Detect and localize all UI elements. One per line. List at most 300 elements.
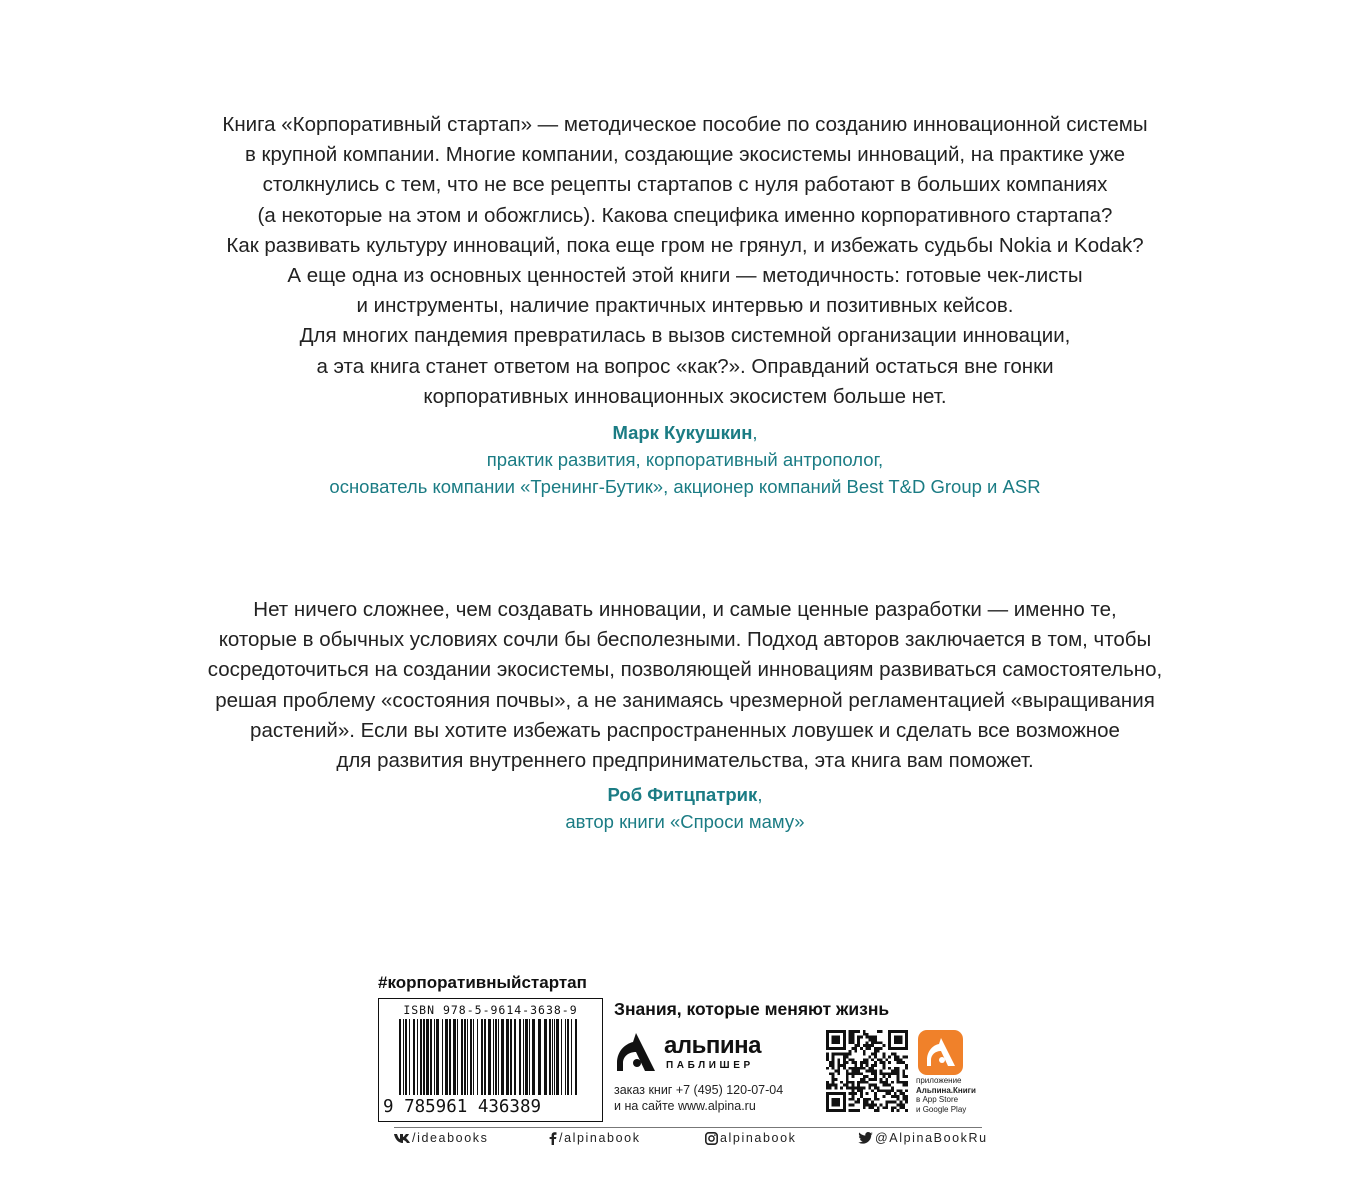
review-line: корпоративных инновационных экосистем больше нет. — [423, 384, 947, 408]
qr-module — [846, 1061, 849, 1064]
qr-module — [874, 1092, 877, 1095]
qr-module — [826, 1081, 829, 1084]
review-line: Нет ничего сложнее, чем создавать инновации, и самые ценные разработки — именно те, — [253, 598, 1117, 621]
qr-module — [871, 1044, 874, 1047]
signature-name-line — [130, 781, 1240, 808]
barcode-bar — [565, 1019, 566, 1095]
qr-module — [888, 1089, 891, 1092]
qr-module — [877, 1058, 880, 1061]
review-line: и инструменты, наличие практичных интервью и позитивных кейсов. — [356, 294, 1014, 318]
barcode-bar — [464, 1019, 466, 1095]
qr-module — [894, 1036, 902, 1044]
barcode-bar — [506, 1019, 509, 1095]
qr-module — [851, 1038, 854, 1041]
qr-module — [894, 1055, 897, 1058]
barcode-digits: 9 785961 436389 — [383, 1097, 542, 1117]
qr-module — [851, 1036, 854, 1039]
qr-module — [863, 1061, 866, 1064]
barcode-bar — [501, 1019, 504, 1095]
qr-module — [874, 1078, 877, 1081]
qr-module — [866, 1061, 869, 1064]
barcode-bar — [405, 1019, 407, 1095]
qr-module — [863, 1030, 866, 1033]
instagram-icon — [705, 1132, 718, 1145]
qr-module — [885, 1058, 888, 1061]
social-instagram[interactable] — [705, 1131, 796, 1145]
qr-module — [863, 1078, 866, 1081]
qr-module — [897, 1104, 900, 1107]
qr-module — [877, 1041, 880, 1044]
qr-module — [880, 1081, 883, 1084]
qr-module — [851, 1041, 854, 1044]
barcode-bar — [417, 1019, 418, 1095]
qr-module — [866, 1070, 869, 1073]
qr-module — [849, 1058, 852, 1061]
qr-module — [902, 1084, 905, 1087]
qr-module — [832, 1064, 835, 1067]
qr-module — [851, 1058, 854, 1061]
barcode-bar — [477, 1019, 478, 1095]
qr-module — [880, 1041, 883, 1044]
qr-module — [860, 1047, 863, 1050]
review-line: в крупной компании. Многие компании, создающие экосистемы инноваций, на практике уже — [244, 143, 1126, 167]
barcode-bar — [445, 1019, 448, 1095]
qr-module — [857, 1072, 860, 1075]
qr-module — [891, 1072, 894, 1075]
qr-module — [849, 1087, 852, 1090]
qr-module — [866, 1092, 869, 1095]
review-line: А еще одна из основных ценностей этой книги — методичность: готовые чек-листы — [287, 264, 1083, 288]
qr-module — [894, 1092, 897, 1095]
barcode-bar — [552, 1019, 553, 1095]
qr-module — [834, 1078, 837, 1081]
qr-module — [897, 1095, 900, 1098]
qr-module — [888, 1101, 891, 1104]
review-line: Как развивать культуру инноваций, пока еще гром не грянул, и избежать судьбы Nokia и Kodak? — [226, 233, 1144, 257]
qr-module — [832, 1067, 835, 1070]
barcode-bar — [523, 1019, 524, 1095]
qr-module — [885, 1089, 888, 1092]
barcode-bar — [561, 1019, 562, 1095]
barcode-bar — [420, 1019, 422, 1095]
qr-module — [834, 1070, 837, 1073]
qr-module — [905, 1109, 908, 1112]
qr-module — [837, 1058, 840, 1061]
qr-module — [874, 1070, 877, 1073]
author-role: практик развития, корпоративный антрополог, — [486, 449, 884, 470]
qr-module — [840, 1053, 843, 1056]
qr-module — [883, 1061, 886, 1064]
qr-module — [866, 1033, 869, 1036]
app-line: и Google Play — [916, 1104, 967, 1114]
qr-module — [874, 1047, 877, 1050]
review-signature-1 — [130, 419, 1240, 500]
qr-module — [877, 1087, 880, 1090]
alpina-app-icon — [918, 1030, 963, 1075]
qr-module — [868, 1078, 871, 1081]
qr-module — [894, 1053, 897, 1056]
qr-module — [891, 1081, 894, 1084]
qr-module — [874, 1053, 877, 1056]
qr-module — [905, 1084, 908, 1087]
qr-module — [854, 1067, 857, 1070]
qr-module — [880, 1072, 883, 1075]
barcode-bar — [430, 1019, 432, 1095]
qr-module — [897, 1072, 900, 1075]
qr-module — [891, 1109, 894, 1112]
qr-module — [863, 1044, 866, 1047]
review-signature-2 — [130, 781, 1240, 835]
app-line: в App Store — [916, 1095, 959, 1105]
qr-module — [866, 1036, 869, 1039]
qr-module — [863, 1106, 866, 1109]
qr-module — [905, 1067, 908, 1070]
review-line: для развития внутреннего предпринимательства, эта книга вам поможет. — [336, 749, 1034, 773]
qr-module — [885, 1081, 888, 1084]
qr-module — [902, 1106, 905, 1109]
qr-module — [843, 1067, 846, 1070]
qr-module — [829, 1061, 832, 1064]
qr-module — [874, 1041, 877, 1044]
qr-module — [834, 1053, 837, 1056]
qr-module — [849, 1109, 852, 1112]
qr-module — [905, 1098, 908, 1101]
qr-module — [897, 1078, 900, 1081]
qr-module — [900, 1089, 903, 1092]
qr-module — [826, 1053, 829, 1056]
qr-module — [860, 1087, 863, 1090]
qr-module — [877, 1047, 880, 1050]
qr-module — [826, 1087, 829, 1090]
qr-module — [854, 1109, 857, 1112]
qr-module — [866, 1044, 869, 1047]
barcode-bar — [484, 1019, 486, 1095]
qr-module — [851, 1081, 854, 1084]
author-comma: , — [752, 422, 758, 443]
signature-name-line — [130, 419, 1240, 446]
qr-module — [885, 1072, 888, 1075]
qr-module — [883, 1072, 886, 1075]
qr-module — [871, 1041, 874, 1044]
qr-module — [874, 1036, 877, 1039]
barcode-bar — [488, 1019, 491, 1095]
qr-module — [877, 1089, 880, 1092]
qr-module — [883, 1089, 886, 1092]
qr-module — [902, 1072, 905, 1075]
author-name: Марк Кукушкин — [612, 422, 753, 443]
qr-module — [854, 1030, 857, 1033]
qr-module — [857, 1084, 860, 1087]
qr-module — [863, 1067, 866, 1070]
qr-module — [868, 1070, 871, 1073]
qr-module — [902, 1055, 905, 1058]
qr-module — [843, 1055, 846, 1058]
qr-module — [885, 1084, 888, 1087]
qr-module — [894, 1067, 897, 1070]
qr-module — [846, 1078, 849, 1081]
qr-module — [857, 1087, 860, 1090]
qr-module — [874, 1087, 877, 1090]
publisher-name: альпина — [664, 1032, 761, 1059]
qr-module — [888, 1055, 891, 1058]
qr-module — [891, 1070, 894, 1073]
qr-module — [894, 1058, 897, 1061]
vk-icon — [394, 1133, 410, 1143]
qr-module — [868, 1044, 871, 1047]
qr-module — [851, 1067, 854, 1070]
qr-module — [854, 1061, 857, 1064]
barcode-bar — [481, 1019, 483, 1095]
social-facebook[interactable] — [549, 1131, 641, 1145]
qr-module — [883, 1067, 886, 1070]
qr-module — [857, 1081, 860, 1084]
qr-module — [871, 1072, 874, 1075]
review-line: растений». Если вы хотите избежать распространенных ловушек и сделать все возможное — [250, 718, 1120, 742]
qr-module — [897, 1061, 900, 1064]
barcode-bar — [493, 1019, 494, 1095]
qr-module — [880, 1047, 883, 1050]
qr-module — [871, 1053, 874, 1056]
qr-module — [840, 1064, 843, 1067]
qr-module — [885, 1078, 888, 1081]
qr-module — [900, 1061, 903, 1064]
social-twitter[interactable] — [858, 1131, 988, 1145]
qr-module — [857, 1044, 860, 1047]
qr-module — [829, 1087, 832, 1090]
qr-module — [857, 1030, 860, 1033]
qr-module — [905, 1089, 908, 1092]
qr-module — [883, 1044, 886, 1047]
qr-module — [863, 1087, 866, 1090]
qr-module — [874, 1038, 877, 1041]
qr-module — [837, 1067, 840, 1070]
barcode-bar — [549, 1019, 551, 1095]
qr-module — [868, 1098, 871, 1101]
qr-module — [857, 1067, 860, 1070]
qr-module — [863, 1101, 866, 1104]
qr-module — [883, 1075, 886, 1078]
qr-module — [905, 1101, 908, 1104]
qr-module — [874, 1109, 877, 1112]
social-facebook-label: /alpinabook — [559, 1131, 641, 1145]
barcode-bar — [434, 1019, 435, 1095]
qr-module — [849, 1053, 852, 1056]
qr-module — [905, 1081, 908, 1084]
review-line: решая проблему «состояния почвы», а не занимаясь чрезмерной регламентацией «выращивания — [215, 688, 1155, 712]
qr-module — [829, 1064, 832, 1067]
qr-module — [857, 1101, 860, 1104]
qr-module — [849, 1092, 852, 1095]
qr-module — [871, 1089, 874, 1092]
qr-module — [832, 1078, 835, 1081]
social-vk[interactable] — [394, 1131, 488, 1145]
social-instagram-label: alpinabook — [720, 1131, 797, 1145]
qr-module — [843, 1061, 846, 1064]
barcode-bar — [525, 1019, 528, 1095]
qr-module — [860, 1067, 863, 1070]
qr-module — [880, 1078, 883, 1081]
qr-module — [857, 1098, 860, 1101]
qr-module — [868, 1104, 871, 1107]
qr-module — [871, 1101, 874, 1104]
app-line: приложение — [916, 1076, 962, 1085]
qr-module — [860, 1092, 863, 1095]
barcode-bar — [567, 1019, 569, 1095]
qr-module — [846, 1084, 849, 1087]
qr-module — [837, 1061, 840, 1064]
qr-module — [880, 1089, 883, 1092]
qr-module — [826, 1058, 829, 1061]
publisher-logo — [614, 1030, 804, 1076]
qr-module — [874, 1061, 877, 1064]
barcode-bar — [571, 1019, 572, 1095]
qr-module — [851, 1104, 854, 1107]
qr-module — [897, 1098, 900, 1101]
qr-module — [868, 1055, 871, 1058]
qr-module — [849, 1067, 852, 1070]
barcode-bar — [498, 1019, 499, 1095]
qr-module — [874, 1064, 877, 1067]
barcode-bar — [554, 1019, 555, 1095]
barcode-bar — [495, 1019, 497, 1095]
qr-module — [857, 1038, 860, 1041]
qr-module — [902, 1095, 905, 1098]
qr-module — [871, 1106, 874, 1109]
qr-module — [866, 1101, 869, 1104]
qr-module — [897, 1058, 900, 1061]
qr-module — [851, 1095, 854, 1098]
qr-module — [874, 1050, 877, 1053]
qr-module — [871, 1084, 874, 1087]
qr-module — [894, 1072, 897, 1075]
qr-module — [846, 1070, 849, 1073]
qr-module — [894, 1070, 897, 1073]
qr-module — [854, 1047, 857, 1050]
qr-module — [900, 1104, 903, 1107]
qr-module — [871, 1104, 874, 1107]
barcode-bar — [449, 1019, 451, 1095]
app-icon-dot — [939, 1057, 945, 1063]
qr-module — [843, 1053, 846, 1056]
barcode-bar — [409, 1019, 410, 1095]
qr-module — [900, 1081, 903, 1084]
qr-module — [837, 1053, 840, 1056]
qr-module — [883, 1053, 886, 1056]
qr-module — [868, 1084, 871, 1087]
qr-module — [897, 1081, 900, 1084]
qr-module — [866, 1075, 869, 1078]
qr-module — [854, 1092, 857, 1095]
review-line: которые в обычных условиях сочли бы бесполезными. Подход авторов заключается в том, чтобы — [218, 628, 1152, 652]
author-comma: , — [757, 784, 763, 805]
qr-module — [829, 1084, 832, 1087]
qr-module — [902, 1098, 905, 1101]
qr-module — [834, 1087, 837, 1090]
qr-module — [874, 1055, 877, 1058]
qr-module — [905, 1055, 908, 1058]
qr-module — [883, 1106, 886, 1109]
publisher-subtitle: ПАБЛИШЕР — [666, 1060, 754, 1071]
qr-module — [891, 1089, 894, 1092]
qr-module — [877, 1030, 880, 1033]
qr-module — [846, 1087, 849, 1090]
qr-module — [851, 1109, 854, 1112]
qr-module — [863, 1058, 866, 1061]
qr-module — [863, 1104, 866, 1107]
barcode-bar — [556, 1019, 559, 1095]
qr-module — [851, 1084, 854, 1087]
qr-module — [874, 1075, 877, 1078]
qr-module — [902, 1092, 905, 1095]
qr-module — [854, 1087, 857, 1090]
qr-module — [905, 1075, 908, 1078]
barcode-bar — [399, 1019, 401, 1095]
qr-module — [860, 1078, 863, 1081]
author-role: автор книги «Спроси маму» — [565, 811, 805, 832]
qr-module — [883, 1055, 886, 1058]
barcode-bar — [529, 1019, 530, 1095]
qr-module — [902, 1081, 905, 1084]
qr-module — [849, 1050, 852, 1053]
app-name: Альпина.Книги — [916, 1085, 976, 1095]
social-divider — [394, 1127, 982, 1128]
qr-module — [863, 1075, 866, 1078]
qr-module — [885, 1104, 888, 1107]
qr-module — [866, 1081, 869, 1084]
qr-module — [832, 1075, 835, 1078]
qr-module — [885, 1092, 888, 1095]
qr-module — [829, 1072, 832, 1075]
qr-module — [902, 1061, 905, 1064]
qr-module — [891, 1101, 894, 1104]
qr-module — [849, 1033, 852, 1036]
qr-module — [849, 1041, 852, 1044]
qr-module — [832, 1072, 835, 1075]
qr-module — [851, 1092, 854, 1095]
qr-module — [868, 1036, 871, 1039]
order-phone: заказ книг +7 (495) 120-07-04 — [614, 1083, 784, 1097]
barcode-bar — [575, 1019, 577, 1095]
qr-module — [857, 1036, 860, 1039]
qr-module — [837, 1072, 840, 1075]
qr-module — [832, 1098, 840, 1106]
qr-module — [888, 1075, 891, 1078]
qr-module — [885, 1101, 888, 1104]
barcode-bar — [470, 1019, 472, 1095]
twitter-icon — [858, 1132, 873, 1144]
barcode-bar — [442, 1019, 443, 1095]
qr-module — [891, 1087, 894, 1090]
qr-module — [832, 1061, 835, 1064]
qr-code-icon — [826, 1030, 908, 1112]
qr-module — [826, 1055, 829, 1058]
qr-module — [894, 1106, 897, 1109]
qr-module — [902, 1104, 905, 1107]
alpina-logo-icon — [614, 1030, 658, 1074]
qr-module — [877, 1109, 880, 1112]
author-name: Роб Фитцпатрик — [607, 784, 758, 805]
barcode-bar — [403, 1019, 404, 1095]
qr-module — [891, 1095, 894, 1098]
qr-module — [860, 1061, 863, 1064]
qr-module — [851, 1075, 854, 1078]
qr-module — [826, 1084, 829, 1087]
barcode-bar — [453, 1019, 456, 1095]
qr-module — [837, 1070, 840, 1073]
qr-module — [880, 1058, 883, 1061]
barcode-bar — [426, 1019, 429, 1095]
qr-module — [851, 1033, 854, 1036]
